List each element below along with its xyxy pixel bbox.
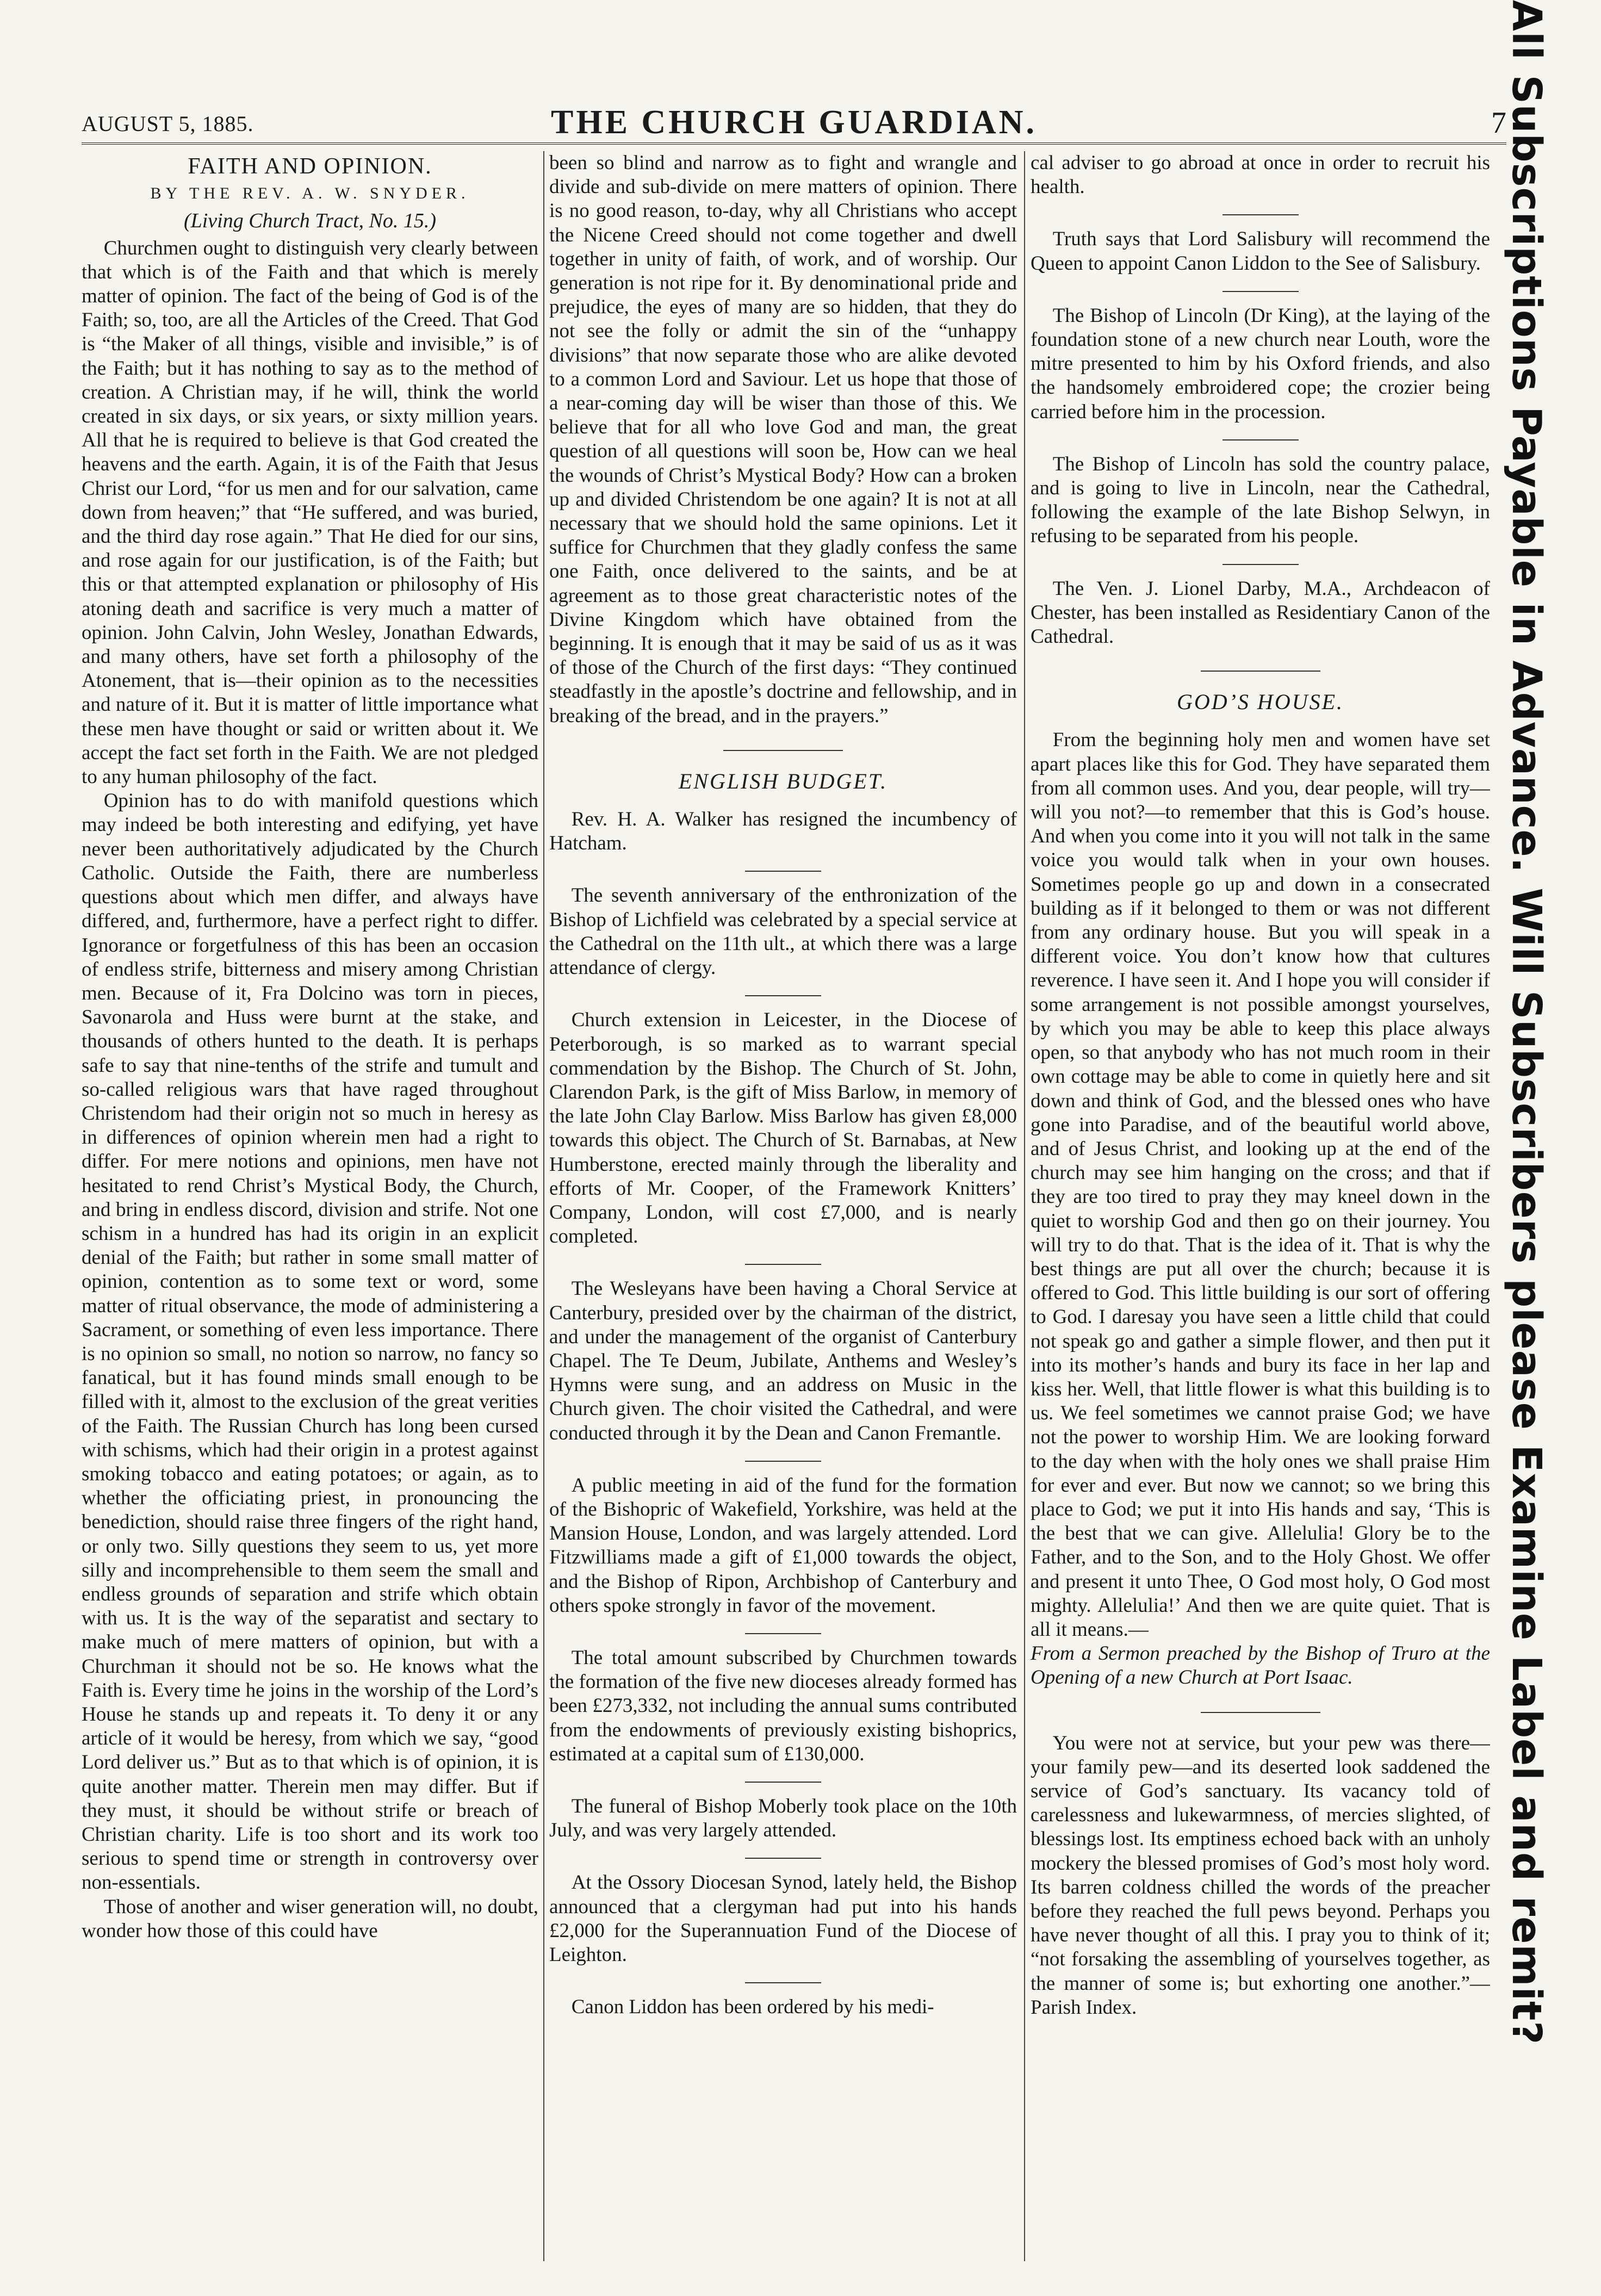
- news-item: Truth says that Lord Salisbury will recommend the Queen to appoint Canon Liddon to the See of Salisbury.: [1031, 228, 1490, 275]
- news-item: The Bishop of Lincoln (Dr King), at the laying of the foundation stone of a new church near Louth, wore the mitre presented to him by his Oxford friends, and also the handsomely embroidered cope; the crozier being carried before him in the procession.: [1031, 304, 1490, 423]
- article-byline: BY THE REV. A. W. SNYDER.: [150, 184, 470, 203]
- item-divider: [745, 1633, 821, 1634]
- news-item: The Bishop of Lincoln has sold the country palace, and is going to live in Lincoln, near the Cathedral, following the example of the late Bishop Selwyn, in refusing to be separated from his people.: [1031, 452, 1490, 548]
- issue-date: AUGUST 5, 1885.: [82, 111, 254, 136]
- item-divider: [745, 1982, 821, 1983]
- item-divider: [745, 1782, 821, 1783]
- news-item: The seventh anniversary of the enthronization of the Bishop of Lichfield was celebrated by a special service at the Cathedral on the 11th ult., at which there was a large attendance of clergy.: [549, 884, 1017, 979]
- column-divider: [543, 151, 544, 2261]
- item-divider: [745, 1461, 821, 1462]
- news-item: At the Ossory Diocesan Synod, lately held, the Bishop announced that a clergyman had put into his hands £2,000 for the Superannuation Fund of the Diocese of Leighton.: [549, 1871, 1017, 1966]
- news-item: The total amount subscribed by Churchmen towards the formation of the five new dioceses already formed has been £273,332, not including the annual sums contributed from the endowments of previously existing bishoprics, estimated at a capital sum of £130,000.: [549, 1646, 1017, 1765]
- item-divider: [1223, 564, 1299, 565]
- column-2: [549, 151, 1017, 2261]
- item-divider: [1223, 291, 1299, 292]
- article-paragraph: From the beginning holy men and women have set apart places like this for God. They have separated them from all common uses. And you, dear people, will try—will you not?—to remember that this is God’s house. And when you come into it you will not talk in the same voice you would talk when in your own houses. Sometimes people go up and down in a consecrated building as if it belonged to them or was not different from any ordinary house. But you will speak in a different voice. You don’t know how that cultures reverence. I have seen it. And I hope you will consider if some arrangement is not possible amongst yourselves, by which you may be able to keep this place always open, so that anybody who has not much room in their own cottage may be able to come in quietly here and sit down and think of God, and the blessed ones who have gone into Paradise, and of the beautiful world above, and of Jesus Christ, and looking up at the end of the church may see him hanging on the cross; and that if they are too tired to pray they may kneel down in the quiet to worship God and then go on their journey. You will try to do that. That is the idea of it. That is why the best things are put all over the church; because it is offered to God. This little building is our sort of offering to God. I daresay you have seen a little child that could not speak go and gather a simple flower, and then put it into its mother’s hands and bury its face in her lap and kiss her. Well, that little flower is what this building is to us. We feel sometimes we cannot praise God; we have not the power to worship Him. We are looking forward to the day when with the holy ones we shall praise Him for ever and ever. But now we cannot; so we bring this place to God; we put it into His hands and say, ‘This is the best that we can give. Allelulia! Glory be to the Father, and to the Son, and to the Holy Ghost. We offer and present it unto Thee, O God most holy, O God most mighty. Allelulia!’ And then we are quite quiet. That is all it means.—: [1031, 729, 1490, 1641]
- item-divider: [745, 1858, 821, 1859]
- item-divider: [745, 995, 821, 996]
- news-item: The Ven. J. Lionel Darby, M.A., Archdeacon of Chester, has been installed as Residentiary Canon of the Cathedral.: [1031, 577, 1490, 648]
- column-divider: [1024, 151, 1025, 2261]
- item-divider: [1223, 214, 1299, 215]
- news-item: The Wesleyans have been having a Choral Service at Canterbury, presided over by the chairman of the district, and under the management of the organist of Canterbury Chapel. The Te Deum, Jubilate, Anthems and Wesley’s Hymns were sung, and an address on Music in the Church given. The choir visited the Cathedral, and were conducted through it by the Dean and Canon Fremantle.: [549, 1277, 1017, 1444]
- section-divider: [1201, 671, 1320, 672]
- news-item: The funeral of Bishop Moberly took place on the 10th July, and was very largely attended.: [549, 1795, 1017, 1842]
- column-1: [82, 151, 538, 2261]
- news-item: A public meeting in aid of the fund for the formation of the Bishopric of Wakefield, Yorkshire, was held at the Mansion House, London, and was largely attended. Lord Fitzwilliams made a gift of £1,000 towards the object, and the Bishop of Ripon, Archbishop of Canterbury and others spoke strongly in favor of the movement.: [549, 1474, 1017, 1617]
- news-item: cal adviser to go abroad at once in order to recruit his health.: [1031, 152, 1490, 198]
- article-paragraph: been so blind and narrow as to fight and wrangle and divide and sub-divide on mere matters of opinion. There is no good reason, to-day, why all Christians who accept the Nicene Creed should not come together and dwell together in unity of faith, of work, and of worship. Our generation is not ripe for it. By denominational pride and prejudice, the eyes of many are so hidden, that they do not see the folly or admit the sin of the “unhappy divisions” that now separate those who are alike devoted to a common Lord and Saviour. Let us hope that those of a near-coming day will be wiser than those of this. We believe that for all who love God and man, the great question of all questions will soon be, How can we heal the wounds of Christ’s Mystical Body? How can a broken up and divided Christendom be one again? It is not at all necessary that we should hold the same opinions. Let it suffice for Churchmen that they gladly confess the same one Faith, once delivered to the saints, and be at agreement as to those great characteristic notes of the Divine Kingdom which have obtained from the beginning. It is enough that it may be said of us as it was of those of the Church of the first days: “They continued steadfastly in the apostle’s doctrine and fellowship, and in breaking of the bread, and in the prayers.”: [549, 152, 1017, 727]
- article-paragraph: Those of another and wiser generation will, no doubt, wonder how those of this could have: [82, 1895, 538, 1942]
- article-paragraph: Opinion has to do with manifold questions which may indeed be both interesting and edifying, yet have never been authoritatively adjudicated by the Church Catholic. Outside the Faith, there are numberless questions about which men differ, and always have differed, and, furthermore, have a perfect right to differ. Ignorance or forgetfulness of this has been an occasion of endless strife, bitterness and misery among Christian men. Because of it, Fra Dolcino was torn in pieces, Savonarola and Huss were burnt at the stake, and thousands of others hunted to the death. It is perhaps safe to say that nine-tenths of the strife and tumult and so-called religious wars that have raged throughout Christendom had their origin not so much in heresy as in differences of opinion wherein men had a right to differ. For mere notions and opinions, men have not hesitated to rend Christ’s Mystical Body, the Church, and bring in endless discord, division and strife. Not one schism in a hundred has had its origin in an explicit denial of the Faith; but rather in some small matter of opinion, contention as to some text or word, some matter of ritual observance, the mode of administering a Sacrament, or something of even less importance. There is no opinion so small, no notion so narrow, no fancy so fanatical, but it has found minds small enough to be filled with it, almost to the exclusion of the great verities of the Faith. The Russian Church has long been cursed with schisms, which had their origin in a protest against smoking tobacco and eating potatoes; or again, as to whether the officiating priest, in pronouncing the benediction, should raise three fingers of the right hand, or only two. Silly questions they seem to us, yet more silly and incomprehensible to them seem the small and endless grounds of separation and strife which obtain with us. It is the way of the separatist and sectary to make much of mere matters of opinion, but with a Churchman it should not be so. He knows what the Faith is. Every time he joins in the worship of the Lord’s House he stands up and repeats it. To deny it or any article of it would be heresy, from which we say, “good Lord deliver us.” But as to that which is of opinion, it is quite another matter. Therein men may differ. But if they must, it should be without strife or breach of Christian charity. Life is too short and its work too serious to spend time or strength in controversy over non-essentials.: [82, 790, 538, 1894]
- newspaper-title: THE CHURCH GUARDIAN.: [551, 104, 1037, 141]
- subscription-notice-text: All Subscriptions Payable in Advance. Will Subscribers please Examine Label and remit?: [1503, 0, 1550, 2045]
- news-item: Church extension in Leicester, in the Diocese of Peterborough, is so marked as to warrant special commendation by the Bishop. The Church of St. John, Clarendon Park, is the gift of Miss Barlow, in memory of the late John Clay Barlow. Miss Barlow has given £8,000 towards this object. The Church of St. Barnabas, at New Humberstone, erected mainly through the liberality and efforts of Mr. Cooper, of the Framework Knitters’ Company, London, will cost £7,000, and is nearly completed.: [549, 1009, 1017, 1248]
- article-paragraph: You were not at service, but your pew was there—your family pew—and its deserted look saddened the service of God’s sanctuary. Its vacancy told of carelessness and lukewarmness, of mercies slighted, of blessings lost. Its emptiness echoed back with an unholy mockery the blessed promises of God’s most holy word. Its barren coldness chilled the words of the preacher before they reached the full pews beyond. Perhaps you have never thought of all this. I pray you to think of it; “not forsaking the assembling of yourselves together, as the manner of some is; but exhorting one another.”—Parish Index.: [1031, 1732, 1490, 2019]
- article-title-faith-and-opinion: FAITH AND OPINION.: [188, 154, 432, 179]
- section-divider: [723, 750, 843, 751]
- article-source: (Living Church Tract, No. 15.): [183, 209, 437, 233]
- subscription-notice: [1497, 0, 1556, 2045]
- masthead-rule: [82, 142, 1506, 145]
- item-divider: [745, 871, 821, 872]
- sermon-credit: From a Sermon preached by the Bishop of Truro at the Opening of a new Church at Port Isaac.: [1031, 1642, 1490, 1689]
- item-divider: [745, 1264, 821, 1265]
- masthead: [82, 103, 1506, 147]
- news-item: Canon Liddon has been ordered by his medi-: [571, 1996, 934, 2019]
- column-3: [1031, 151, 1490, 2261]
- section-divider: [1201, 1712, 1320, 1713]
- page-number: 7: [1491, 106, 1506, 140]
- news-item: Rev. H. A. Walker has resigned the incumbency of Hatcham.: [549, 808, 1017, 855]
- section-title-gods-house: GOD’S HOUSE.: [1176, 690, 1344, 715]
- section-title-english-budget: ENGLISH BUDGET.: [678, 768, 888, 793]
- article-paragraph: Churchmen ought to distinguish very clearly between that which is of the Faith and that which is merely matter of opinion. The fact of the being of God is of the Faith; so, too, are all the Articles of the Creed. That God is “the Maker of all things, visible and invisible,” is of the Faith; but it has nothing to say as to the method of creation. A Christian may, if he will, think the world created in six days, or six years, or sixty million years. All that he is required to believe is that God created the heavens and the earth. Again, it is of the Faith that Jesus Christ our Lord, “for us men and for our salvation, came down from heaven;” that “He suffered, and was buried, and the third day rose again.” That He died for our sins, and rose again for our justification, is of the Faith; but this or that attempted explanation or philosophy of His atoning death and sacrifice is very much a matter of opinion. John Calvin, John Wesley, Jonathan Edwards, and many others, have set forth a philosophy of the Atonement, that is—their opinion as to the necessities and nature of it. But it is matter of little importance what these men have thought or said or written about it. We accept the fact set forth in the Faith. We are not pledged to any human philosophy of the fact.: [82, 237, 538, 789]
- item-divider: [1223, 439, 1299, 440]
